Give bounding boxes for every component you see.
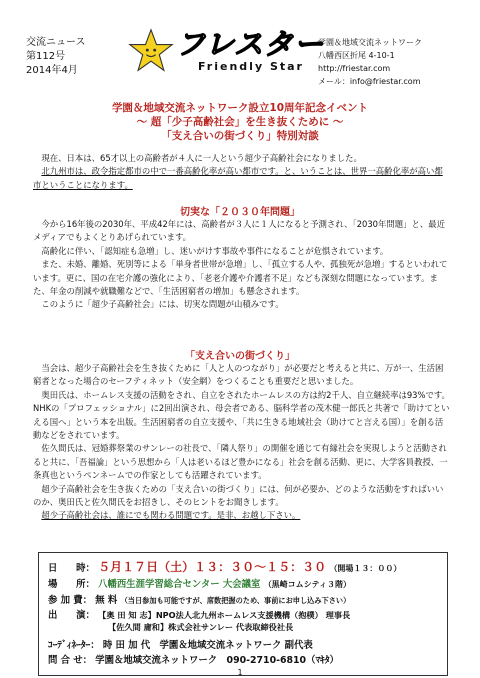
fee-note: （当日参加も可能ですが、席数把握のため、事前にお申し込み下さい） [120,596,351,605]
fee-label: 参 加 費： [48,595,93,606]
paragraph: 当会は、超少子高齢社会を生き抜くために「人と人のつながり」が必要だと考えると共に、万が一、生活困窮者となった場合のセーフティネット（安全網）をつくることも重要だと思いました。 [33,363,444,387]
org-url[interactable]: http://friestar.com [318,64,391,73]
speakers-label: 出 演： [48,610,95,621]
logo-subtitle: Friendly Star [198,60,304,73]
org-mail[interactable]: メール：info@friestar.com [318,77,421,86]
contact-value: 学園＆地域交流ネットワーク 090-2710-6810（ﾏｷﾀ） [95,655,339,666]
paragraph: 佐久間氏は、冠婚葬祭業のサンレーの社長で、「隣人祭り」の開催を通じて有縁社会を実現しようと活動されると共に、「吾福論」という思想から「人は老いるほど豊かになる」社会を創る活動、更に、大学客員教授、一条真也というペンネームでの作家としても活躍されています。 [33,443,448,481]
section-title-2030: 切実な「２０３０年問題」 [180,207,300,218]
date-note: （開場１３：００） [329,564,402,573]
logo-title: フレスター [176,27,324,61]
newsletter-info [26,36,86,78]
coordinator-label: ｺｰﾃﾞｨﾈｰﾀｰ： [48,640,100,651]
paragraph: 超少子高齢社会を生き抜くための「支え合いの街づくり」には、何が必要か、どのような活動をすればいいのか、奥田氏と佐久間氏をお招きし、そのヒントをお聞きします。 [33,483,444,508]
org-address: 八幡西区折尾 4-10-1 [318,51,395,60]
org-contact [318,36,422,88]
coordinator-value: 時 田 加 代 学園＆地域交流ネットワーク 副代表 [102,640,313,651]
section-2030 [33,218,451,312]
newsletter-name: 交流ニュース [26,37,86,48]
contact-label: 問 合 せ： [48,655,93,666]
date-value: ５月１７日（土）１３：３０～１５：３０ [98,560,327,574]
issue-number: 第112号 [26,51,66,62]
speakers-row [48,607,350,621]
fee-row [48,592,350,606]
paragraph: 超少子高齢社会は、誰にでも関わる問題です。是非、お越し下さい。 [41,510,301,521]
speaker-2-row [108,622,293,633]
fee-value: 無 料 [95,595,118,606]
star-logo-icon [128,28,174,74]
contact-row [48,652,339,666]
intro-paragraph: 現在、日本は、65才以上の高齢者が４人に一人という超少子高齢社会になりました。 [41,153,362,163]
intro [33,152,451,192]
date-row [48,558,401,575]
paragraph: このように「超少子高齢社会」には、切実な問題が山積みです。 [41,299,284,310]
event-title: 学園＆地域交流ネットワーク設立10周年記念イベント [111,102,369,114]
paragraph: 高齢化に伴い、「認知症も急増」し、迷いがけす事故や事件になることが危惧されています。 [41,245,389,256]
section-community [33,362,451,523]
issue-date: 2014年4月 [26,65,78,76]
page-number: 1 [237,668,243,677]
place-value: 八幡西生涯学習総合センター 大会議室 [98,579,261,590]
place-row [48,576,351,590]
event-subtitle: ～ 超「少子高齢社会」を生き抜くために ～ [136,116,344,128]
coordinator-row [48,637,313,651]
speaker-1: 【奥 田 知 志】NPO法人北九州ホームレス支援機構（抱樸） 理事長 [98,610,351,620]
date-label: 日 時： [48,563,95,574]
org-name: 学園＆地域交流ネットワーク [318,38,422,47]
paragraph: また、未婚、離婚、死別等による「単身者世帯が急増」し、「孤立する人や、孤独死が急増」するといわれています。更に、国の在宅介護の強化により、「老老介護や介護者不足」なども深刻な問題になっています。また、年金の削減や就職難などで、「生活困窮者の増加」も懸念されます。 [33,259,448,297]
event-talk-title: 「支え合いの街づくり」特別対談 [161,130,319,142]
place-note: （黒崎コムシティ３階） [263,580,352,589]
intro-paragraph: 北九州市は、政令指定都市の中で一番高齢化率が高い都市です。と、いうことは、世界一高齢化率が高い都市ということになります。 [33,166,443,190]
place-label: 場 所： [48,579,95,590]
speaker-2: 【佐久間 庸和】株式会社サンレー 代表取締役社長 [108,622,294,632]
section-title-community: 「支え合いの街づくり」 [185,351,295,362]
paragraph: 奥田氏は、ホームレス支援の活動をされ、自立をされたホームレスの方は約2千人、自立継続率は93%です。NHKの「プロフェッショナル」に2回出演され、母会者である、脳科学者の茂木健一郎氏と共著で「助けてといえる国へ」という本を出版。生活困窮者の自立支援や、「共に生きる地域社会（助けてと言える国）」を創る活動などをされています。 [33,389,450,441]
paragraph: 今から16年後の2030年、平成42年には、高齢者が３人に１人になると予測され、「2030年問題」と、最近メディアでもよくとりあげられています。 [33,219,446,243]
